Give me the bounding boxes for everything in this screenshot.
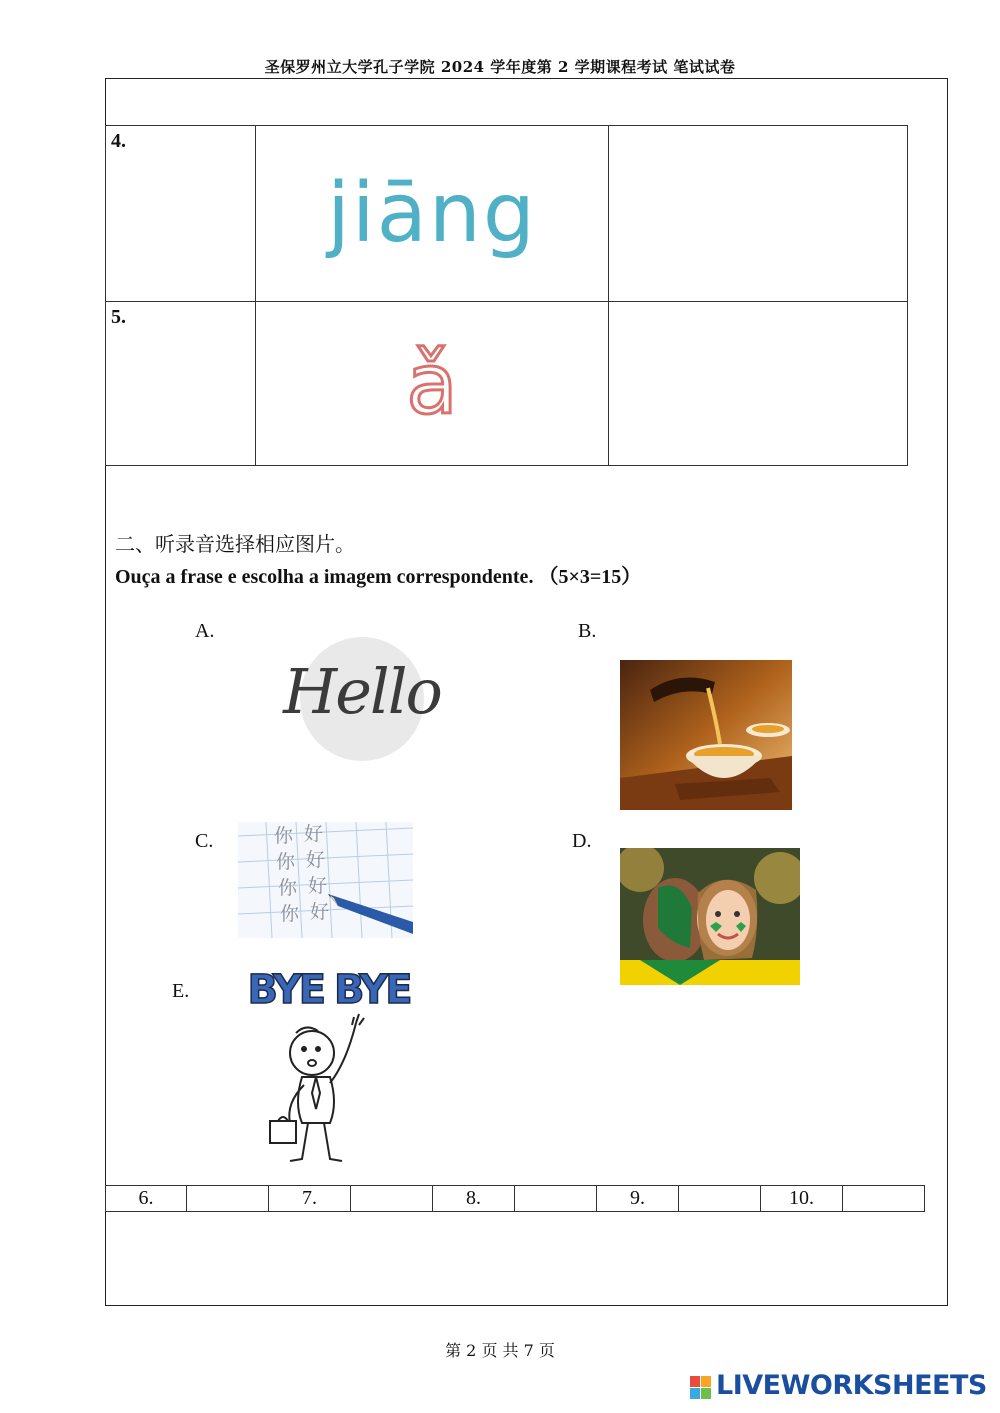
answer-blank-6[interactable]	[187, 1186, 269, 1212]
svg-text:好: 好	[304, 823, 324, 845]
page-footer: 第 2 页 共 7 页	[445, 1341, 555, 1360]
svg-text:好: 好	[310, 901, 330, 923]
pinyin-cell	[256, 302, 609, 466]
row-number: 4.	[106, 126, 256, 302]
svg-text:你: 你	[280, 903, 300, 925]
hello-image	[262, 633, 462, 765]
pinyin-syllable: ǎ	[406, 334, 458, 433]
answer-blank-7[interactable]	[351, 1186, 433, 1212]
svg-text:你: 你	[278, 877, 298, 899]
answer-cell[interactable]	[609, 302, 908, 466]
brand-name: LIVEWORKSHEETS	[716, 1370, 987, 1401]
answer-blank-8[interactable]	[515, 1186, 597, 1212]
tea-photo	[620, 660, 792, 810]
liveworksheets-logo-icon	[690, 1376, 712, 1400]
answer-blank-9[interactable]	[679, 1186, 761, 1212]
writing-photo	[238, 822, 413, 938]
byebye-text: BYE BYE	[247, 967, 410, 1013]
option-c-label: C.	[195, 830, 214, 852]
hello-text: Hello	[283, 655, 441, 728]
page-header: 圣保罗州立大学孔子学院 2024 学年度第 2 学期课程考试 笔试试卷	[264, 58, 736, 76]
pinyin-syllable: jiāng	[327, 166, 537, 261]
answer-number: 8.	[433, 1186, 515, 1212]
byebye-image	[246, 965, 411, 1165]
option-d-label: D.	[572, 830, 592, 852]
fans-photo	[620, 848, 800, 985]
answer-number: 10.	[761, 1186, 843, 1212]
pinyin-cell	[256, 126, 609, 302]
section-title-pt: Ouça a frase e escolha a imagem correspondente. （5×3=15）	[115, 566, 642, 588]
answer-cell[interactable]	[609, 126, 908, 302]
answer-number: 6.	[106, 1186, 187, 1212]
option-a-label: A.	[195, 620, 215, 642]
answer-blank-10[interactable]	[843, 1186, 925, 1212]
answer-number: 7.	[269, 1186, 351, 1212]
answer-number: 9.	[597, 1186, 679, 1212]
svg-text:好: 好	[308, 875, 328, 897]
row-number: 5.	[106, 302, 256, 466]
option-b-label: B.	[578, 620, 597, 642]
option-e-label: E.	[172, 980, 190, 1002]
svg-text:好: 好	[306, 849, 326, 871]
answer-table	[105, 1185, 925, 1212]
char-ni: 你	[274, 825, 294, 847]
section-title-cn: 二、听录音选择相应图片。	[115, 532, 355, 556]
svg-text:你: 你	[276, 851, 296, 873]
pinyin-table	[105, 125, 908, 466]
